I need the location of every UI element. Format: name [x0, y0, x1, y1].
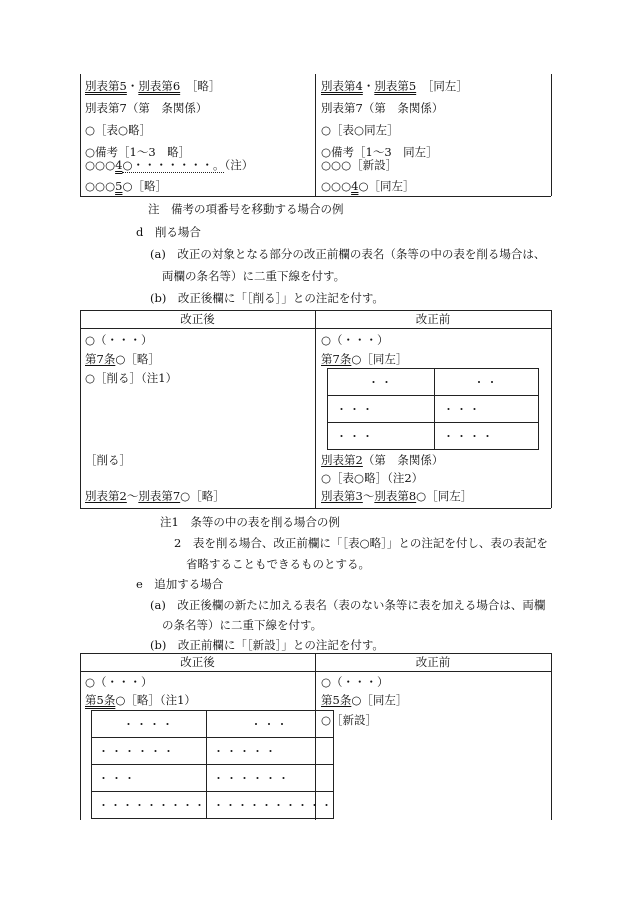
- t3-inner-table: [91, 710, 334, 819]
- inner-cell: ・・・: [435, 396, 539, 423]
- t3-left-l2: 第5条○［略］（注1）: [85, 693, 196, 707]
- t2-inner-table: [327, 368, 539, 450]
- inner-cell: ・・・: [328, 423, 435, 450]
- top-right-row1: 別表第4・別表第5 ［同左］: [321, 79, 468, 93]
- inner-cell: ・・: [435, 369, 539, 396]
- table-border-middle: [315, 74, 316, 196]
- t2-right-r5: 別表第3～別表第8○［同左］: [321, 489, 473, 503]
- top-left-row4: ○備考［1～3 略］: [85, 145, 191, 159]
- t2-left-l4: ［削る］: [85, 453, 131, 467]
- inner-cell: ・・・・・・・・・: [92, 792, 207, 819]
- t2-right-r4: ○［表○略］（注2）: [321, 471, 424, 485]
- inner-cell: ・・・・・・: [207, 765, 334, 792]
- t3-left-l1: ○（・・・）: [85, 675, 153, 689]
- table-border-left: [80, 74, 81, 196]
- t2-right-r3: 別表第2（第 条関係）: [321, 453, 444, 467]
- t2-left-l2: 第7条○［略］: [85, 352, 160, 366]
- header-after: 改正後: [180, 655, 215, 669]
- inner-cell: ・・・・・: [207, 738, 334, 765]
- header-after: 改正後: [180, 312, 215, 326]
- inner-cell: ・・・・: [92, 711, 207, 738]
- t2-right-r1: ○（・・・）: [321, 333, 389, 347]
- section-e-heading: e 追加する場合: [136, 577, 224, 591]
- t2-left-l5: 別表第2～別表第7○［略］: [85, 489, 225, 503]
- top-right-row2: 別表第7（第 条関係）: [321, 101, 444, 115]
- note-2-cont: 省略することもできるものとする。: [186, 557, 370, 571]
- header-before: 改正前: [415, 655, 451, 669]
- section-d-heading: d 削る場合: [136, 225, 201, 239]
- inner-cell: ・・・・・・・・・・: [207, 792, 334, 819]
- table-border-right: [551, 74, 552, 196]
- top-left-row1: 別表第5・別表第6 ［略］: [85, 79, 221, 93]
- top-left-row6: ○○○5○［略］: [85, 179, 167, 193]
- inner-cell: ・・・: [207, 711, 334, 738]
- header-before: 改正前: [415, 312, 451, 326]
- top-right-row4: ○備考［1～3 同左］: [321, 145, 438, 159]
- table-name: 別表第6: [138, 79, 181, 93]
- section-e-item-a: (a) 改正後欄の新たに加える表名（表のない条等に表を加える場合は、両欄: [150, 598, 546, 612]
- t2-left-l3: ○［削る］（注1）: [85, 371, 178, 385]
- t2-right-r2: 第7条○［同左］: [321, 352, 408, 366]
- t3-right-r1: ○（・・・）: [321, 675, 389, 689]
- note-2: 2 表を削る場合、改正前欄に「［表○略］」との注記を付し、表の表記を: [174, 536, 548, 550]
- top-right-row3: ○［表○同左］: [321, 123, 399, 137]
- t3-right-r2: 第5条○［同左］: [321, 693, 408, 707]
- inner-cell: ・・・: [328, 396, 435, 423]
- note-1: 注1 条等の中の表を削る場合の例: [160, 515, 340, 529]
- t3-right-r3: ○［新設］: [321, 713, 378, 727]
- note-example: 注 備考の項番号を移動する場合の例: [148, 202, 344, 216]
- inner-cell: ・・・・: [435, 423, 539, 450]
- table-name: 別表第4: [321, 79, 363, 93]
- t2-left-l1: ○（・・・）: [85, 333, 153, 347]
- section-e-item-a-cont: の条名等）に二重下線を付す。: [162, 618, 323, 632]
- top-left-row2: 別表第7（第 条関係）: [85, 101, 208, 115]
- table-border-bottom: [80, 196, 551, 197]
- top-right-row5: ○○○［新設］: [321, 158, 398, 172]
- inner-cell: ・・: [328, 369, 435, 396]
- section-e-item-b: (b) 改正前欄に「［新設］」との注記を付す。: [150, 638, 384, 652]
- top-left-row5: ○○○4○・・・・・・・。（注）: [85, 158, 254, 172]
- section-d-item-b: (b) 改正後欄に「［削る］」との注記を付す。: [150, 291, 384, 305]
- inner-cell: ・・・: [92, 765, 207, 792]
- top-left-row3: ○［表○略］: [85, 123, 152, 137]
- section-d-item-a: (a) 改正の対象となる部分の改正前欄の表名（条等の中の表を削る場合は、: [150, 247, 546, 261]
- inner-cell: ・・・・・・: [92, 738, 207, 765]
- table-name: 別表第5: [374, 79, 417, 93]
- table-name: 別表第5: [85, 79, 127, 93]
- top-right-row6: ○○○4○［同左］: [321, 179, 415, 193]
- section-d-item-a-cont: 両欄の条名等）に二重下線を付す。: [162, 269, 346, 283]
